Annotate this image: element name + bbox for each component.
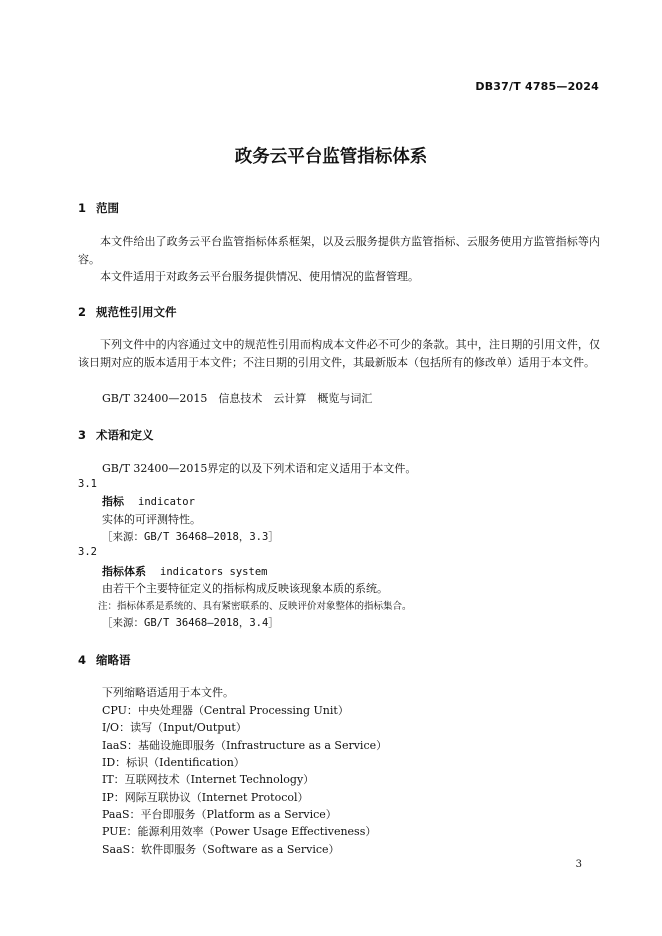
term-entry	[102, 563, 267, 579]
paragraph: 本文件给出了政务云平台监管指标体系框架，以及云服务提供方监管指标、云服务使用方监管指标等内容。	[78, 235, 600, 266]
abbreviation-item: PaaS：平台即服务（Platform as a Service）	[102, 808, 337, 821]
section-1-heading	[78, 200, 119, 216]
section-title: 缩略语	[96, 653, 131, 667]
section-2-heading	[78, 304, 177, 320]
term-number: 3.1	[78, 478, 97, 490]
term-english: indicator	[138, 496, 195, 508]
term-entry	[102, 493, 195, 509]
normative-reference: GB/T 32400—2015 信息技术 云计算 概览与词汇	[102, 392, 373, 405]
section-number: 1	[78, 201, 87, 215]
abbreviation-item: IaaS：基础设施即服务（Infrastructure as a Service）	[102, 739, 388, 752]
section-title: 范围	[96, 201, 119, 215]
section-4-heading	[78, 652, 131, 668]
section-number: 2	[78, 305, 87, 319]
paragraph: 本文件适用于对政务云平台服务提供情况、使用情况的监督管理。	[100, 270, 419, 283]
abbreviation-item: IP：网际互联协议（Internet Protocol）	[102, 791, 309, 804]
abbreviation-item: CPU：中央处理器（Central Processing Unit）	[102, 704, 349, 717]
term-note: 注：指标体系是系统的、具有紧密联系的、反映评价对象整体的指标集合。	[98, 601, 412, 612]
page-number: 3	[575, 859, 582, 870]
term-name: 指标	[102, 495, 124, 508]
term-definition: 实体的可评测特性。	[102, 513, 201, 526]
abbreviation-item: I/O：读写（Input/Output）	[102, 721, 247, 734]
abbreviation-item: ID：标识（Identification）	[102, 756, 245, 769]
page-title: 政务云平台监管指标体系	[234, 147, 428, 167]
term-name: 指标体系	[102, 565, 146, 578]
section-2-body	[78, 336, 600, 371]
term-english: indicators system	[160, 566, 268, 578]
abbreviation-item: PUE：能源利用效率（Power Usage Effectiveness）	[102, 825, 377, 838]
section-3-heading	[78, 427, 154, 443]
document-code: DB37/T 4785—2024	[475, 80, 599, 93]
section-1-body	[78, 233, 600, 286]
abbreviation-item: IT：互联网技术（Internet Technology）	[102, 773, 315, 786]
section-number: 4	[78, 653, 87, 667]
term-number: 3.2	[78, 546, 97, 558]
paragraph: 下列文件中的内容通过文中的规范性引用而构成本文件必不可少的条款。其中，注日期的引用文件，仅该日期对应的版本适用于本文件；不注日期的引用文件，其最新版本（包括所有的修改单）适用于本文件。	[78, 338, 600, 369]
term-source: ［来源：GB/T 36468—2018，3.4］	[102, 617, 279, 629]
section-title: 规范性引用文件	[96, 305, 177, 319]
abbreviation-item: SaaS：软件即服务（Software as a Service）	[102, 843, 340, 856]
section-title: 术语和定义	[96, 428, 154, 442]
term-source: ［来源：GB/T 36468—2018，3.3］	[102, 531, 279, 543]
section-number: 3	[78, 428, 87, 442]
section-4-intro: 下列缩略语适用于本文件。	[102, 686, 234, 699]
term-definition: 由若干个主要特征定义的指标构成反映该现象本质的系统。	[102, 582, 388, 595]
section-3-intro: GB/T 32400—2015界定的以及下列术语和定义适用于本文件。	[102, 462, 417, 475]
